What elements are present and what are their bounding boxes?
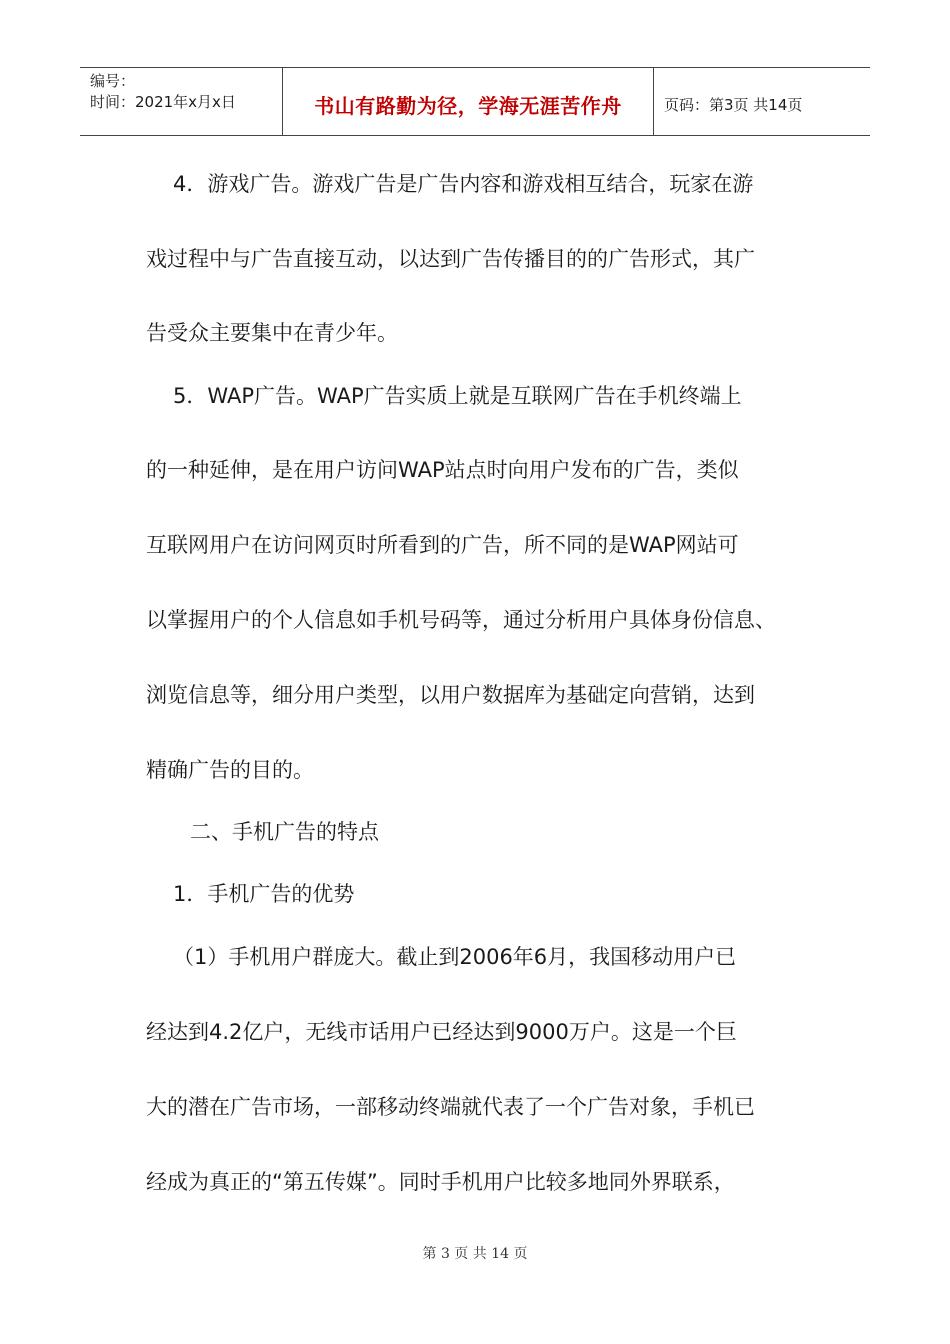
text-line: 大的潜在广告市场，一部移动终端就代表了一个广告对象，手机已 [146,1095,755,1119]
section-heading: 二、手机广告的特点 [190,820,379,844]
text-line: 告受众主要集中在青少年。 [146,321,398,345]
number-label: 编号： [90,72,136,90]
text-line: 互联网用户在访问网页时所看到的广告，所不同的是WAP网站可 [146,533,739,557]
header-page-info [654,68,870,135]
page-footer: 第 3 页 共 14 页 [422,1246,528,1262]
subsection-heading: 1．手机广告的优势 [173,882,355,906]
date-label: 时间：2021年x月x日 [90,93,236,111]
text-line: 经达到4.2亿户，无线市话用户已经达到9000万户。这是一个巨 [146,1020,737,1044]
text-line: 4．游戏广告。游戏广告是广告内容和游戏相互结合，玩家在游 [173,172,754,196]
header-motto-cell [282,68,654,135]
text-line: 5．WAP广告。WAP广告实质上就是互联网广告在手机终端上 [173,384,742,408]
page-info-text: 页码：第3页 共14页 [664,96,803,114]
page-header [80,67,870,136]
header-meta [80,68,282,135]
text-line: 精确广告的目的。 [146,758,314,782]
text-line: 的一种延伸，是在用户访问WAP站点时向用户发布的广告，类似 [146,458,739,482]
text-line: 以掌握用户的个人信息如手机号码等，通过分析用户具体身份信息、 [146,608,776,632]
motto-text: 书山有路勤为径，学海无涯苦作舟 [314,94,622,118]
text-line: 经成为真正的“第五传媒”。同时手机用户比较多地同外界联系， [146,1170,735,1194]
text-line: （1）手机用户群庞大。截止到2006年6月，我国移动用户已 [173,945,737,969]
text-line: 浏览信息等，细分用户类型，以用户数据库为基础定向营销，达到 [146,683,755,707]
text-line: 戏过程中与广告直接互动，以达到广告传播目的的广告形式，其广 [146,247,755,271]
